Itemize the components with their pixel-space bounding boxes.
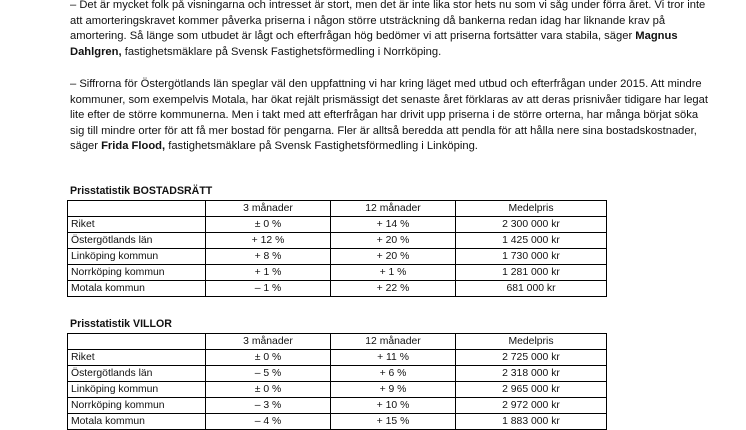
table-caption-bostadsratt: Prisstatistik BOSTADSRÄTT <box>70 185 213 197</box>
table-cell: 2 972 000 kr <box>456 398 607 414</box>
table-header-row <box>68 334 607 350</box>
table-cell: + 12 % <box>206 233 331 249</box>
table-row <box>68 217 607 233</box>
quote-paragraph-1: – Det är mycket folk på visningarna och intresset är stort, men det är inte lika stor hets nu som vi såg under förra året. Vi tror inte att amorteringskravet kommer påverka priserna i någon större utsträckning då bankerna redan idag har liknande krav på amortering. Så länge som utbudet är lågt och efterfrågan hög bedömer vi att priserna fortsätter vara stabila, säger Magnus Dahlgren, fastighetsmäklare på Svensk Fastighetsförmedling i Norrköping. <box>70 0 706 58</box>
table-row <box>68 398 607 414</box>
table-cell: 1 281 000 kr <box>456 265 607 281</box>
table-row <box>68 366 607 382</box>
table-row-label: Östergötlands län <box>68 366 206 382</box>
table-header-cell <box>68 201 206 217</box>
table-cell: + 9 % <box>331 382 456 398</box>
table-cell: + 22 % <box>331 281 456 297</box>
table-row-label: Norrköping kommun <box>68 265 206 281</box>
table-cell: 1 883 000 kr <box>456 414 607 430</box>
table-cell: – 4 % <box>206 414 331 430</box>
table-row <box>68 350 607 366</box>
table-cell: 2 300 000 kr <box>456 217 607 233</box>
table-header-row <box>68 201 607 217</box>
price-table-villor <box>67 333 607 430</box>
table-cell: + 20 % <box>331 249 456 265</box>
table-cell: 1 730 000 kr <box>456 249 607 265</box>
table-cell: ± 0 % <box>206 382 331 398</box>
table-cell: + 15 % <box>331 414 456 430</box>
table-header-cell <box>68 334 206 350</box>
table-row <box>68 382 607 398</box>
price-table-bostadsratt <box>67 200 607 297</box>
table-row-label: Linköping kommun <box>68 249 206 265</box>
table-cell: 2 965 000 kr <box>456 382 607 398</box>
table-row-label: Linköping kommun <box>68 382 206 398</box>
quote-author-2: Frida Flood, <box>101 140 166 153</box>
table-header-cell: 3 månader <box>206 201 331 217</box>
table-header-cell: 12 månader <box>331 201 456 217</box>
table-row-label: Riket <box>68 217 206 233</box>
table-header-cell: 12 månader <box>331 334 456 350</box>
table-caption-villor: Prisstatistik VILLOR <box>70 318 172 330</box>
table-header-cell: Medelpris <box>456 201 607 217</box>
table-row <box>68 249 607 265</box>
quote-author-1: Magnus Dahlgren, <box>70 30 678 58</box>
table-cell: ± 0 % <box>206 350 331 366</box>
table-row <box>68 265 607 281</box>
table-header-cell: Medelpris <box>456 334 607 350</box>
table-cell: + 1 % <box>331 265 456 281</box>
table-cell: + 1 % <box>206 265 331 281</box>
table-header-cell: 3 månader <box>206 334 331 350</box>
table-row <box>68 414 607 430</box>
table-cell: + 14 % <box>331 217 456 233</box>
table-cell: – 3 % <box>206 398 331 414</box>
table-cell: 2 725 000 kr <box>456 350 607 366</box>
table-cell: + 10 % <box>331 398 456 414</box>
table-row-label: Norrköping kommun <box>68 398 206 414</box>
table-cell: ± 0 % <box>206 217 331 233</box>
quote-paragraph-2: – Siffrorna för Östergötlands län speglar väl den uppfattning vi har kring läget med utbud och efterfrågan under 2015. Att mindre kommuner, som exempelvis Motala, har ökat rejält prismässigt det senaste året förklaras av att deras prisnivåer tidigare har legat lite efter de större kommunerna. Men i takt med att efterfrågan har drivit upp priserna i de större orterna, har många börjat söka sig till mindre orter för att få mer bostad för pengarna. Fler är alltså beredda att pendla för att hålla nere sina bostadskostnader, säger Frida Flood, fastighetsmäklare på Svensk Fastighetsförmedling i Linköping. <box>70 78 708 153</box>
table-cell: – 1 % <box>206 281 331 297</box>
table-cell: + 6 % <box>331 366 456 382</box>
table-row <box>68 281 607 297</box>
table-cell: + 8 % <box>206 249 331 265</box>
table-cell: + 20 % <box>331 233 456 249</box>
table-cell: 681 000 kr <box>456 281 607 297</box>
table-row-label: Östergötlands län <box>68 233 206 249</box>
table-cell: 2 318 000 kr <box>456 366 607 382</box>
table-row <box>68 233 607 249</box>
table-row-label: Riket <box>68 350 206 366</box>
table-row-label: Motala kommun <box>68 281 206 297</box>
table-cell: 1 425 000 kr <box>456 233 607 249</box>
table-cell: – 5 % <box>206 366 331 382</box>
table-cell: + 11 % <box>331 350 456 366</box>
table-row-label: Motala kommun <box>68 414 206 430</box>
